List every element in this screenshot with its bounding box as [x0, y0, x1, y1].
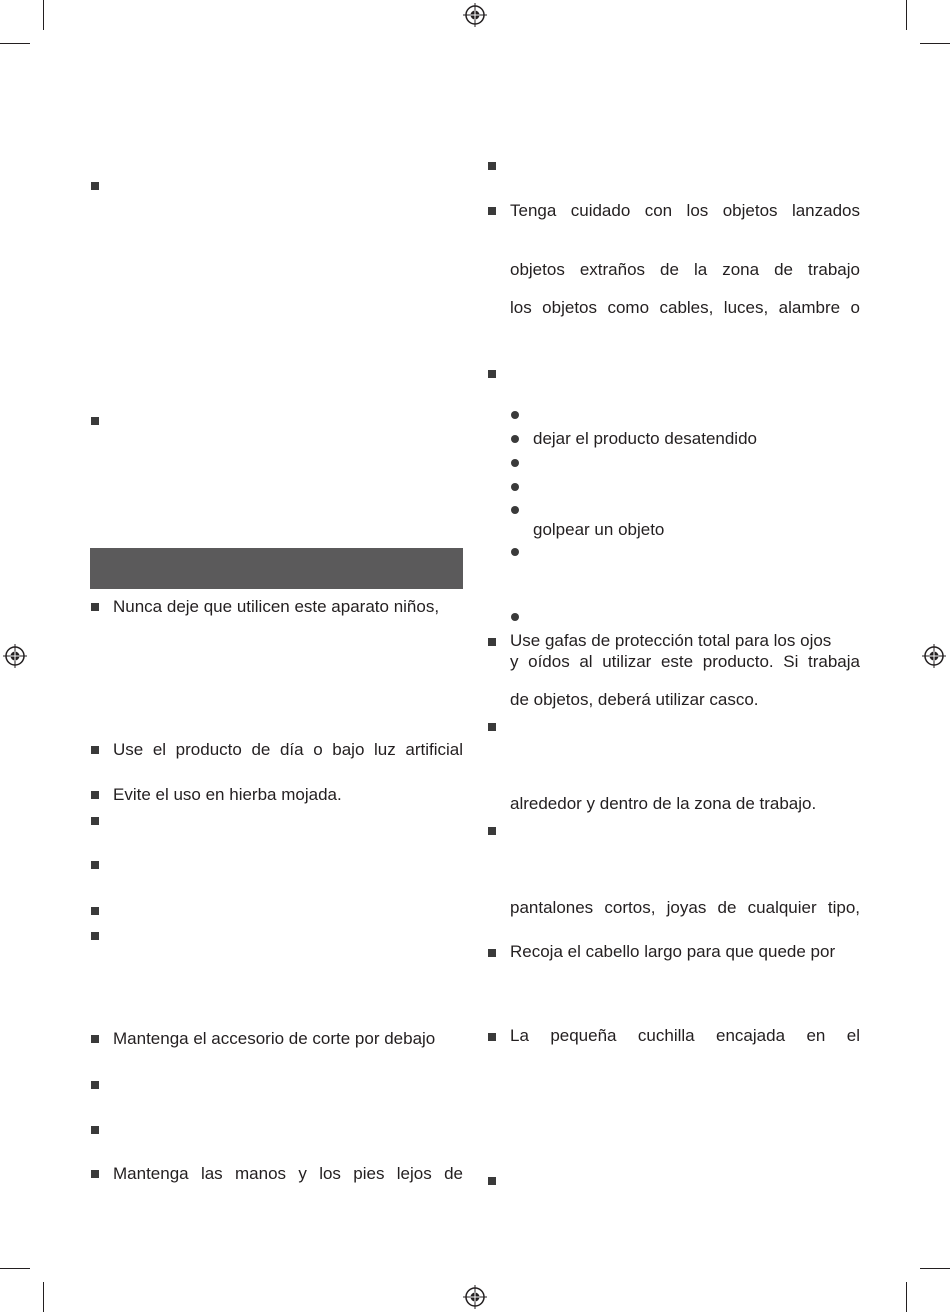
bullet-square-icon — [91, 746, 99, 754]
bullet-square-icon — [91, 861, 99, 869]
bullet-dot-icon — [511, 411, 519, 419]
bullet-dot-icon — [511, 506, 519, 514]
bullet-square-icon — [91, 1126, 99, 1134]
unattended-text: dejar el producto desatendido — [533, 429, 757, 448]
bullet-square-icon — [488, 949, 496, 957]
work-area-text: alrededor y dentro de la zona de trabajo. — [510, 794, 817, 813]
goggles-text-1: Use gafas de protección total para los ojos — [510, 631, 832, 650]
bullet-square-icon — [91, 932, 99, 940]
crop-mark-top-left-h — [0, 43, 30, 44]
cutting-attachment-text: Mantenga el accesorio de corte por debajo — [113, 1029, 436, 1048]
crop-mark-top-right-h — [920, 43, 950, 44]
bullet-dot-icon — [511, 548, 519, 556]
crop-mark-top-left-v — [43, 0, 44, 30]
hands-feet-text: Mantenga las manos y los pies lejos de — [113, 1164, 463, 1183]
bullet-square-icon — [488, 162, 496, 170]
bullet-square-icon — [488, 370, 496, 378]
children-warning-text: Nunca deje que utilicen este aparato niños, — [113, 597, 440, 616]
long-hair-text: Recoja el cabello largo para que quede por — [510, 942, 836, 961]
bullet-square-icon — [91, 1081, 99, 1089]
bullet-square-icon — [488, 827, 496, 835]
registration-mark-top-icon — [463, 3, 487, 27]
bullet-square-icon — [91, 1170, 99, 1178]
registration-mark-left-icon — [3, 644, 27, 668]
goggles-text-2: y oídos al utilizar este producto. Si trabaja — [510, 652, 860, 671]
bullet-dot-icon — [511, 435, 519, 443]
bullet-dot-icon — [511, 483, 519, 491]
bullet-square-icon — [91, 603, 99, 611]
goggles-text-3: de objetos, deberá utilizar casco. — [510, 690, 759, 709]
clothing-text: pantalones cortos, joyas de cualquier tipo, — [510, 898, 860, 917]
wet-grass-text: Evite el uso en hierba mojada. — [113, 785, 342, 804]
bullet-dot-icon — [511, 613, 519, 621]
bullet-square-icon — [91, 1035, 99, 1043]
bullet-square-icon — [91, 817, 99, 825]
bullet-square-icon — [488, 1033, 496, 1041]
thrown-objects-text-3: los objetos como cables, luces, alambre o — [510, 298, 860, 317]
thrown-objects-text-2: objetos extraños de la zona de trabajo — [510, 260, 860, 279]
bullet-dot-icon — [511, 459, 519, 467]
crop-mark-bottom-right-h — [920, 1268, 950, 1269]
bullet-square-icon — [91, 182, 99, 190]
daylight-use-text: Use el producto de día o bajo luz artificial — [113, 740, 463, 759]
bullet-square-icon — [488, 723, 496, 731]
crop-mark-bottom-left-h — [0, 1268, 30, 1269]
section-header-bar — [90, 548, 463, 589]
bullet-square-icon — [488, 207, 496, 215]
small-blade-text: La pequeña cuchilla encajada en el — [510, 1026, 860, 1045]
crop-mark-top-right-v — [906, 0, 907, 30]
registration-mark-bottom-icon — [463, 1285, 487, 1309]
hit-object-text: golpear un objeto — [533, 520, 665, 539]
bullet-square-icon — [91, 907, 99, 915]
crop-mark-bottom-right-v — [906, 1282, 907, 1312]
registration-mark-right-icon — [922, 644, 946, 668]
bullet-square-icon — [91, 417, 99, 425]
bullet-square-icon — [91, 791, 99, 799]
bullet-square-icon — [488, 1177, 496, 1185]
bullet-square-icon — [488, 638, 496, 646]
thrown-objects-text-1: Tenga cuidado con los objetos lanzados — [510, 201, 860, 220]
crop-mark-bottom-left-v — [43, 1282, 44, 1312]
